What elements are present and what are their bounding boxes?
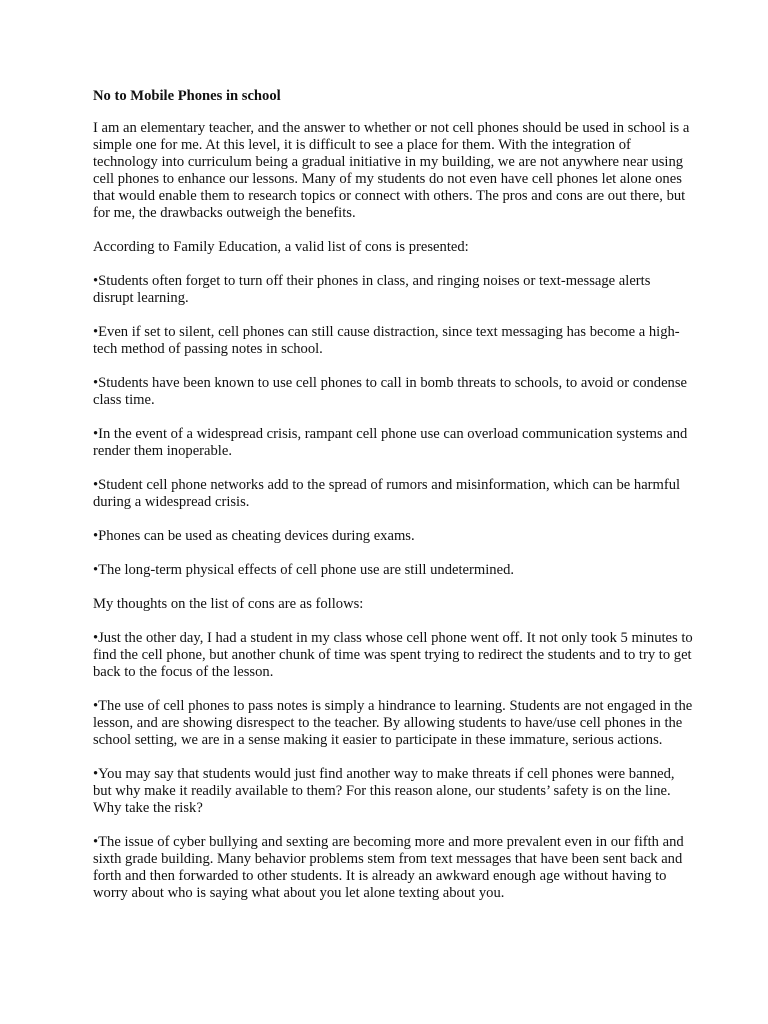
bullet-mark: • — [93, 630, 99, 646]
cons-item-text: The long-term physical effects of cell phone use are still undetermined. — [98, 562, 515, 578]
bullet-mark: • — [93, 528, 99, 544]
cons-intro-paragraph: According to Family Education, a valid list of cons is presented: — [93, 239, 469, 255]
bullet-mark: • — [93, 834, 99, 850]
cons-item-text: Phones can be used as cheating devices during exams. — [98, 528, 415, 544]
cons-list-item — [93, 273, 693, 307]
cons-item-text: In the event of a widespread crisis, rampant cell phone use can overload communication systems and render them inoperable. — [93, 426, 688, 459]
thoughts-item-text: The issue of cyber bullying and sexting are becoming more and more prevalent even in our fifth and sixth grade building. Many behavior problems stem from text messages that have been sent back and forth and then forwarded to other students. It is already an awkward enough age without having to worry about who is saying what about you let alone texting about you. — [93, 834, 684, 901]
thoughts-list-item — [93, 698, 693, 749]
thoughts-list — [93, 630, 693, 902]
document-page — [93, 88, 693, 919]
cons-list-item — [93, 324, 693, 358]
thoughts-list-item — [93, 766, 693, 817]
intro-paragraph: I am an elementary teacher, and the answer to whether or not cell phones should be used in school is a simple one for me. At this level, it is difficult to see a place for them. With the integration of technology into curriculum being a gradual initiative in my building, we are not anywhere near using cell phones to enhance our lessons. Many of my students do not even have cell phones let alone ones that would enable them to research topics or connect with others. The pros and cons are out there, but for me, the drawbacks outweigh the benefits. — [93, 120, 690, 221]
cons-item-text: Students have been known to use cell phones to call in bomb threats to schools, to avoid or condense class time. — [93, 375, 688, 408]
cons-list-item — [93, 375, 693, 409]
thoughts-item-text: The use of cell phones to pass notes is simply a hindrance to learning. Students are not engaged in the lesson, and are showing disrespect to the teacher. By allowing students to have/use cell phones in the school setting, we are in a sense making it easier to participate in these immature, serious actions. — [93, 698, 693, 748]
bullet-mark: • — [93, 375, 99, 391]
bullet-mark: • — [93, 698, 99, 714]
bullet-mark: • — [93, 324, 99, 340]
cons-list-item — [93, 528, 693, 545]
cons-list — [93, 273, 693, 579]
thoughts-list-item — [93, 834, 693, 902]
thoughts-item-text: You may say that students would just find another way to make threats if cell phones were banned, but why make it readily available to them? For this reason alone, our students’ safety is on the line. Why take the risk? — [93, 766, 675, 816]
cons-item-text: Student cell phone networks add to the spread of rumors and misinformation, which can be harmful during a widespread crisis. — [93, 477, 681, 510]
cons-item-text: Even if set to silent, cell phones can still cause distraction, since text messaging has become a high-tech method of passing notes in school. — [93, 324, 680, 357]
bullet-mark: • — [93, 477, 99, 493]
thoughts-list-item — [93, 630, 693, 681]
bullet-mark: • — [93, 273, 99, 289]
cons-list-item — [93, 426, 693, 460]
cons-list-item — [93, 562, 693, 579]
thoughts-intro-paragraph: My thoughts on the list of cons are as follows: — [93, 596, 364, 612]
thoughts-item-text: Just the other day, I had a student in my class whose cell phone went off. It not only took 5 minutes to find the cell phone, but another chunk of time was spent trying to redirect the students and to try to get back to the focus of the lesson. — [93, 630, 693, 680]
bullet-mark: • — [93, 426, 99, 442]
bullet-mark: • — [93, 562, 99, 578]
document-title: No to Mobile Phones in school — [93, 88, 281, 104]
cons-list-item — [93, 477, 693, 511]
bullet-mark: • — [93, 766, 99, 782]
cons-item-text: Students often forget to turn off their phones in class, and ringing noises or text-message alerts disrupt learning. — [93, 273, 651, 306]
